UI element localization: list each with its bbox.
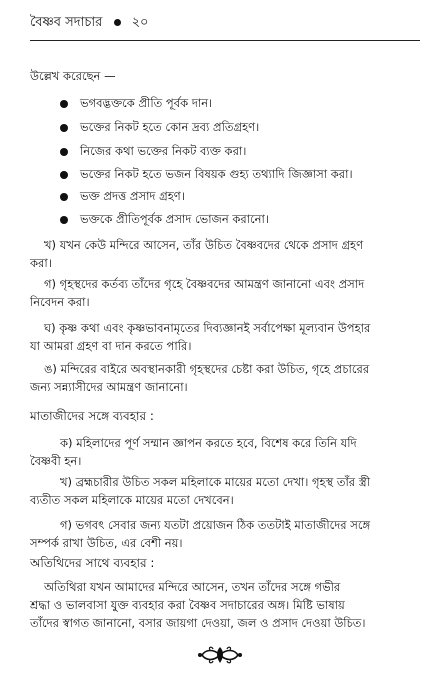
guest-paragraph-line-1: অতিথিরা যখন আমাদের মন্দিরে আসেন, তখন তাঁদের সঙ্গে গভীর <box>44 580 341 594</box>
guest-paragraph-line-2: শ্রদ্ধা ও ভালবাসা যুক্ত ব্যবহার করা বৈষ্ণব সদাচারের অঙ্গ। মিষ্টি ভাষায় <box>30 598 345 612</box>
list-item: ভগবদ্ভক্তকে প্রীতি পূর্বক দান। <box>80 96 213 110</box>
paragraph-umo-line-1: ঙ) মন্দিরের বাইরে অবস্থানকারী গৃহস্থদের চেষ্টা করা উচিত, গৃহে প্রচারের <box>44 362 370 376</box>
page-number: ২০ <box>131 15 149 30</box>
intro-line: উল্লেখ করেছেন — <box>30 69 116 83</box>
paragraph-gha-line-2: যা আমরা গ্রহণ বা দান করতে পারি। <box>30 339 192 353</box>
list-bullet-icon <box>60 171 68 179</box>
guest-paragraph-line-3: তাঁদের স্বাগত জানানো, বসার জায়গা দেওয়া, জল ও প্রসাদ দেওয়া উচিত। <box>30 616 366 630</box>
mataji-ka-line-1: ক) মহিলাদের পূর্ণ সম্মান জ্ঞাপন করতে হবে, বিশেষ করে তিনি যদি <box>60 436 357 450</box>
header-divider <box>30 40 420 41</box>
mataji-ga-line-2: সম্পর্ক রাখা উচিত, এর বেশী নয়। <box>30 536 183 550</box>
mataji-kha-line-2: ব্যতীত সকল মহিলাকে মায়ের মতো দেখবেন। <box>30 493 234 507</box>
paragraph-kha-line-2: করা। <box>30 256 52 270</box>
list-bullet-icon <box>60 193 68 201</box>
list-item: ভক্তকে প্রীতিপূর্বক প্রসাদ ভোজন করানো। <box>80 212 269 226</box>
list-bullet-icon <box>60 216 68 224</box>
list-item: নিজের কথা ভক্তের নিকট ব্যক্ত করা। <box>80 144 247 158</box>
paragraph-kha-line-1: খ) যখন কেউ মন্দিরে আসেন, তাঁর উচিত বৈষ্ণবদের থেকে প্রসাদ গ্রহণ <box>44 238 364 252</box>
mataji-kha-line-1: খ) ব্রহ্মচারীর উচিত সকল মহিলাকে মায়ের মতো দেখা। গৃহস্থ তাঁর স্ত্রী <box>60 475 370 489</box>
paragraph-gha-line-1: ঘ) কৃষ্ণ কথা এবং কৃষ্ণভাবনামৃতের দিব্যজ্ঞানই সর্বাপেক্ষা মূল্যবান উপহার <box>44 321 371 335</box>
mataji-ga-line-1: গ) ভগবৎ সেবার জন্য যতটা প্রয়োজন ঠিক ততটাই মাতাজীদের সঙ্গে <box>60 518 371 532</box>
list-bullet-icon <box>60 124 68 132</box>
section-heading-mataji: মাতাজীদের সঙ্গে ব্যবহার : <box>30 409 154 423</box>
list-bullet-icon <box>60 148 68 156</box>
list-item: ভক্ত প্রদত্ত প্রসাদ গ্রহণ। <box>80 189 185 203</box>
list-item: ভক্তের নিকট হতে ভজন বিষয়ক গুহ্য তথ্যাদি জিজ্ঞাসা করা। <box>80 167 353 181</box>
running-header <box>30 6 420 40</box>
bullet-separator-icon <box>114 19 121 26</box>
paragraph-umo-line-2: জন্য সন্ন্যাসীদের আমন্ত্রণ জানানো। <box>30 380 188 394</box>
section-heading-guests: অতিথিদের সাথে ব্যবহার : <box>30 556 155 570</box>
list-bullet-icon <box>60 100 68 108</box>
mataji-ka-line-2: বৈষ্ণবী হন। <box>30 454 82 468</box>
header-title: বৈষ্ণব সদাচার <box>30 15 103 30</box>
floral-ornament-icon <box>196 644 244 666</box>
paragraph-ga-line-2: নিবেদন করা। <box>30 295 90 309</box>
paragraph-ga-line-1: গ) গৃহস্থদের কর্তব্য তাঁদের গৃহে বৈষ্ণবদের আমন্ত্রণ জানানো এবং প্রসাদ <box>44 277 365 291</box>
list-item: ভক্তের নিকট হতে কোন দ্রব্য প্রতিগ্রহণ। <box>80 120 260 134</box>
